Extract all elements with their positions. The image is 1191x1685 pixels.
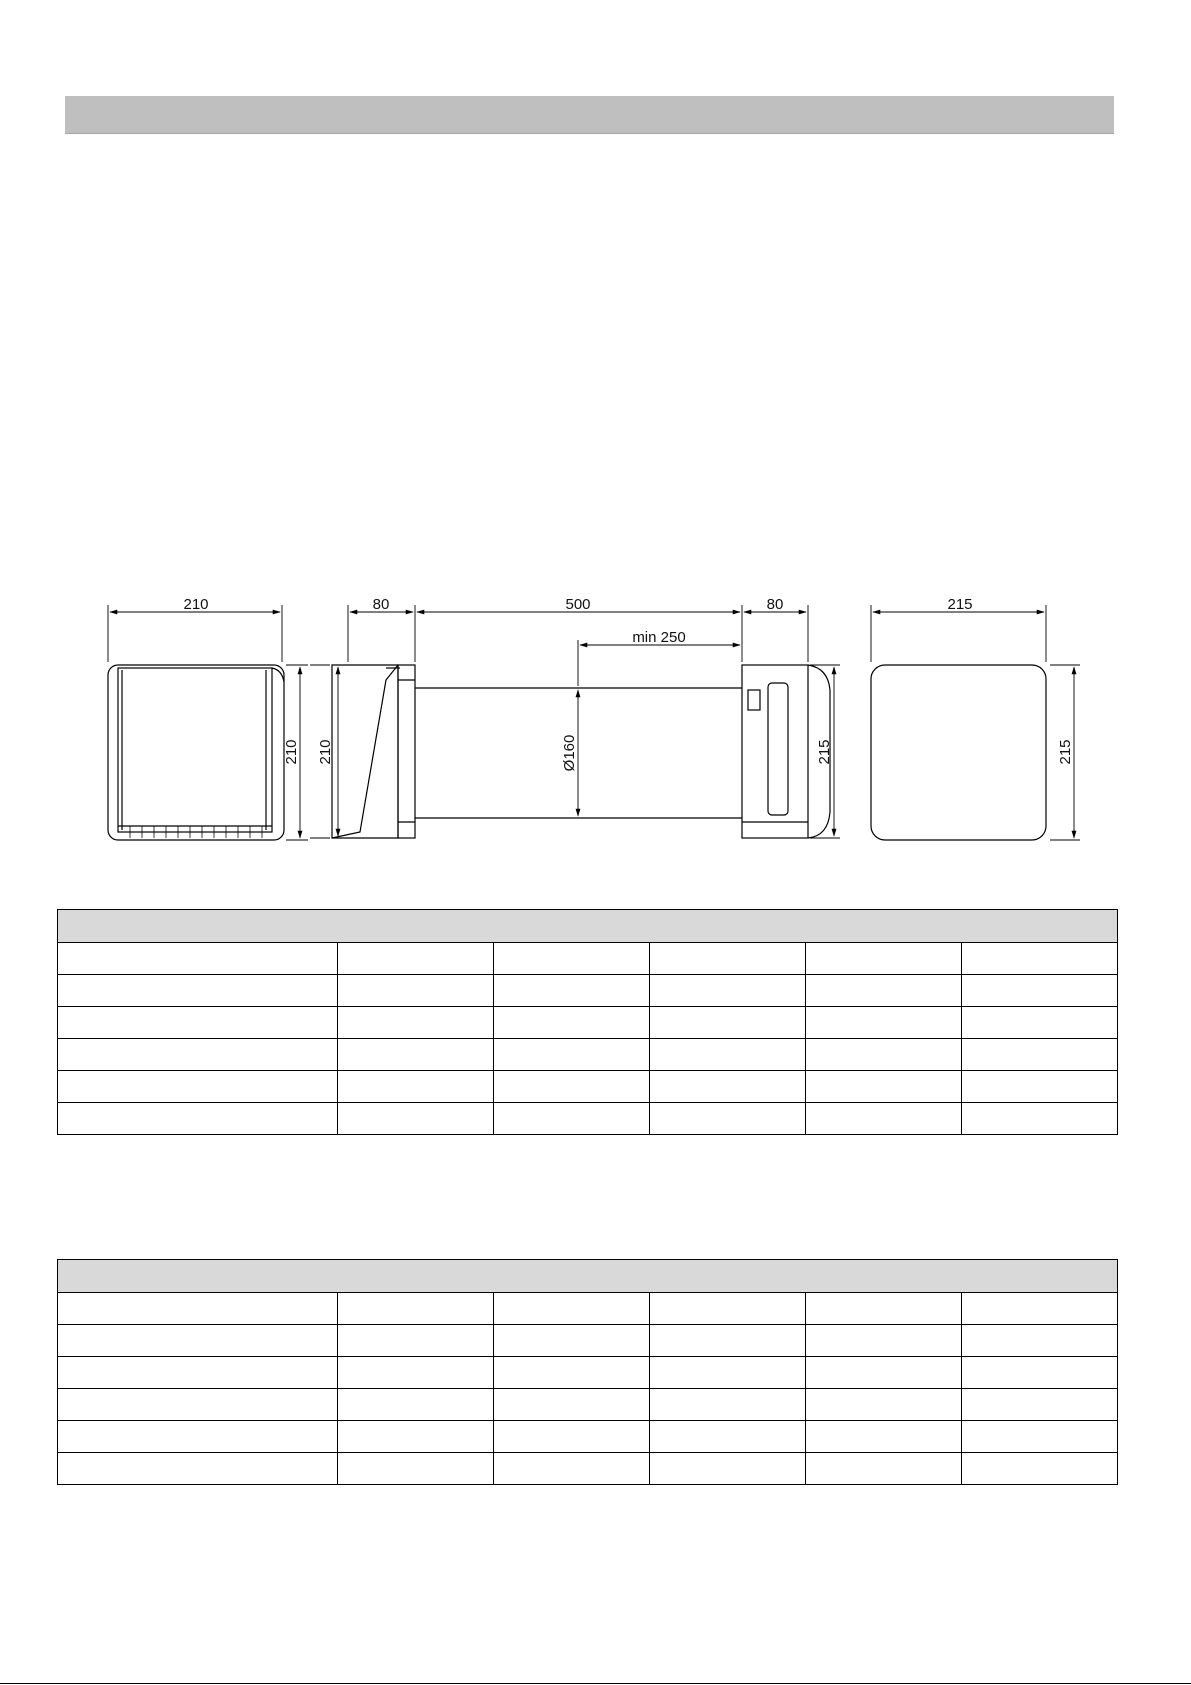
dim-tube-diameter: Ø160 <box>561 734 578 772</box>
table-row <box>58 1293 1118 1325</box>
table-cell <box>962 975 1118 1007</box>
table-cell <box>962 1039 1118 1071</box>
table-cell <box>806 1389 962 1421</box>
table-cell <box>338 1007 494 1039</box>
table-cell <box>338 1453 494 1485</box>
table-cell <box>494 975 650 1007</box>
table-cell <box>338 1103 494 1135</box>
table-cell <box>806 1039 962 1071</box>
table-cell <box>806 1357 962 1389</box>
dim-side-height: 210 <box>317 739 334 765</box>
table-cell <box>494 1389 650 1421</box>
table-cell <box>58 1293 338 1325</box>
table-cell <box>650 1325 806 1357</box>
table-row <box>58 1421 1118 1453</box>
table-cell <box>58 975 338 1007</box>
dim-unit-height: 215 <box>816 739 833 765</box>
table-cell <box>806 1007 962 1039</box>
dim-hood-depth: 80 <box>372 596 390 613</box>
table-header <box>58 1260 1118 1293</box>
table-row <box>58 1357 1118 1389</box>
table-cell <box>338 975 494 1007</box>
table-cell <box>494 1103 650 1135</box>
page-bottom-rule <box>0 1683 1191 1684</box>
table-cell <box>962 1071 1118 1103</box>
table-row <box>58 1389 1118 1421</box>
table-cell <box>806 975 962 1007</box>
table-cell <box>650 1039 806 1071</box>
table-row <box>58 1325 1118 1357</box>
table-row <box>58 943 1118 975</box>
table-row <box>58 975 1118 1007</box>
table-cell <box>58 1007 338 1039</box>
table-cell <box>58 1453 338 1485</box>
table-row <box>58 1039 1118 1071</box>
side-view <box>332 665 830 838</box>
table-cell <box>962 1103 1118 1135</box>
dim-min-length: min 250 <box>632 629 686 646</box>
table-cell <box>806 1293 962 1325</box>
table-cell <box>338 1389 494 1421</box>
table-cell <box>806 943 962 975</box>
dim-front-height: 210 <box>283 739 300 765</box>
table-cell <box>338 1293 494 1325</box>
table-cell <box>58 1357 338 1389</box>
table-cell <box>494 1293 650 1325</box>
table-cell <box>806 1325 962 1357</box>
table-cell <box>650 1071 806 1103</box>
table-cell <box>962 1007 1118 1039</box>
dim-front-width: 210 <box>183 596 209 613</box>
table-cell <box>494 1007 650 1039</box>
table-row <box>58 1103 1118 1135</box>
dim-back-width: 215 <box>947 596 973 613</box>
table-cell <box>962 1421 1118 1453</box>
table-cell <box>58 1389 338 1421</box>
table-cell <box>58 1421 338 1453</box>
table-cell <box>806 1103 962 1135</box>
table-cell <box>494 1421 650 1453</box>
spec-table-2 <box>57 1259 1118 1485</box>
table-cell <box>806 1421 962 1453</box>
spec-table-1 <box>57 909 1118 1135</box>
table-cell <box>58 1071 338 1103</box>
table-cell <box>338 1421 494 1453</box>
table-cell <box>650 1421 806 1453</box>
table-cell <box>494 943 650 975</box>
table-cell <box>494 1453 650 1485</box>
dim-tube-length: 500 <box>565 596 591 613</box>
table-cell <box>962 943 1118 975</box>
table-cell <box>494 1357 650 1389</box>
table-cell <box>806 1071 962 1103</box>
dim-unit-depth: 80 <box>766 596 784 613</box>
front-view <box>108 665 284 840</box>
table-cell <box>58 943 338 975</box>
table-row <box>58 1453 1118 1485</box>
dim-back-height: 215 <box>1057 739 1074 765</box>
table-cell <box>650 1007 806 1039</box>
table-cell <box>58 1325 338 1357</box>
table-cell <box>494 1325 650 1357</box>
table-cell <box>650 975 806 1007</box>
table-cell <box>338 1071 494 1103</box>
table-cell <box>962 1293 1118 1325</box>
table-cell <box>58 1103 338 1135</box>
table-cell <box>650 1103 806 1135</box>
back-view <box>871 665 1046 840</box>
table-cell <box>338 1357 494 1389</box>
table-cell <box>650 1453 806 1485</box>
table-row <box>58 1007 1118 1039</box>
table-cell <box>962 1357 1118 1389</box>
table-cell <box>650 1293 806 1325</box>
table-header <box>58 910 1118 943</box>
table-cell <box>494 1071 650 1103</box>
table-cell <box>58 1039 338 1071</box>
table-row <box>58 1071 1118 1103</box>
table-cell <box>962 1453 1118 1485</box>
table-cell <box>650 1389 806 1421</box>
table-cell <box>494 1039 650 1071</box>
table-cell <box>650 1357 806 1389</box>
table-cell <box>806 1453 962 1485</box>
table-cell <box>338 1039 494 1071</box>
table-cell <box>962 1389 1118 1421</box>
table-cell <box>962 1325 1118 1357</box>
table-cell <box>650 943 806 975</box>
table-cell <box>338 1325 494 1357</box>
table-cell <box>338 943 494 975</box>
